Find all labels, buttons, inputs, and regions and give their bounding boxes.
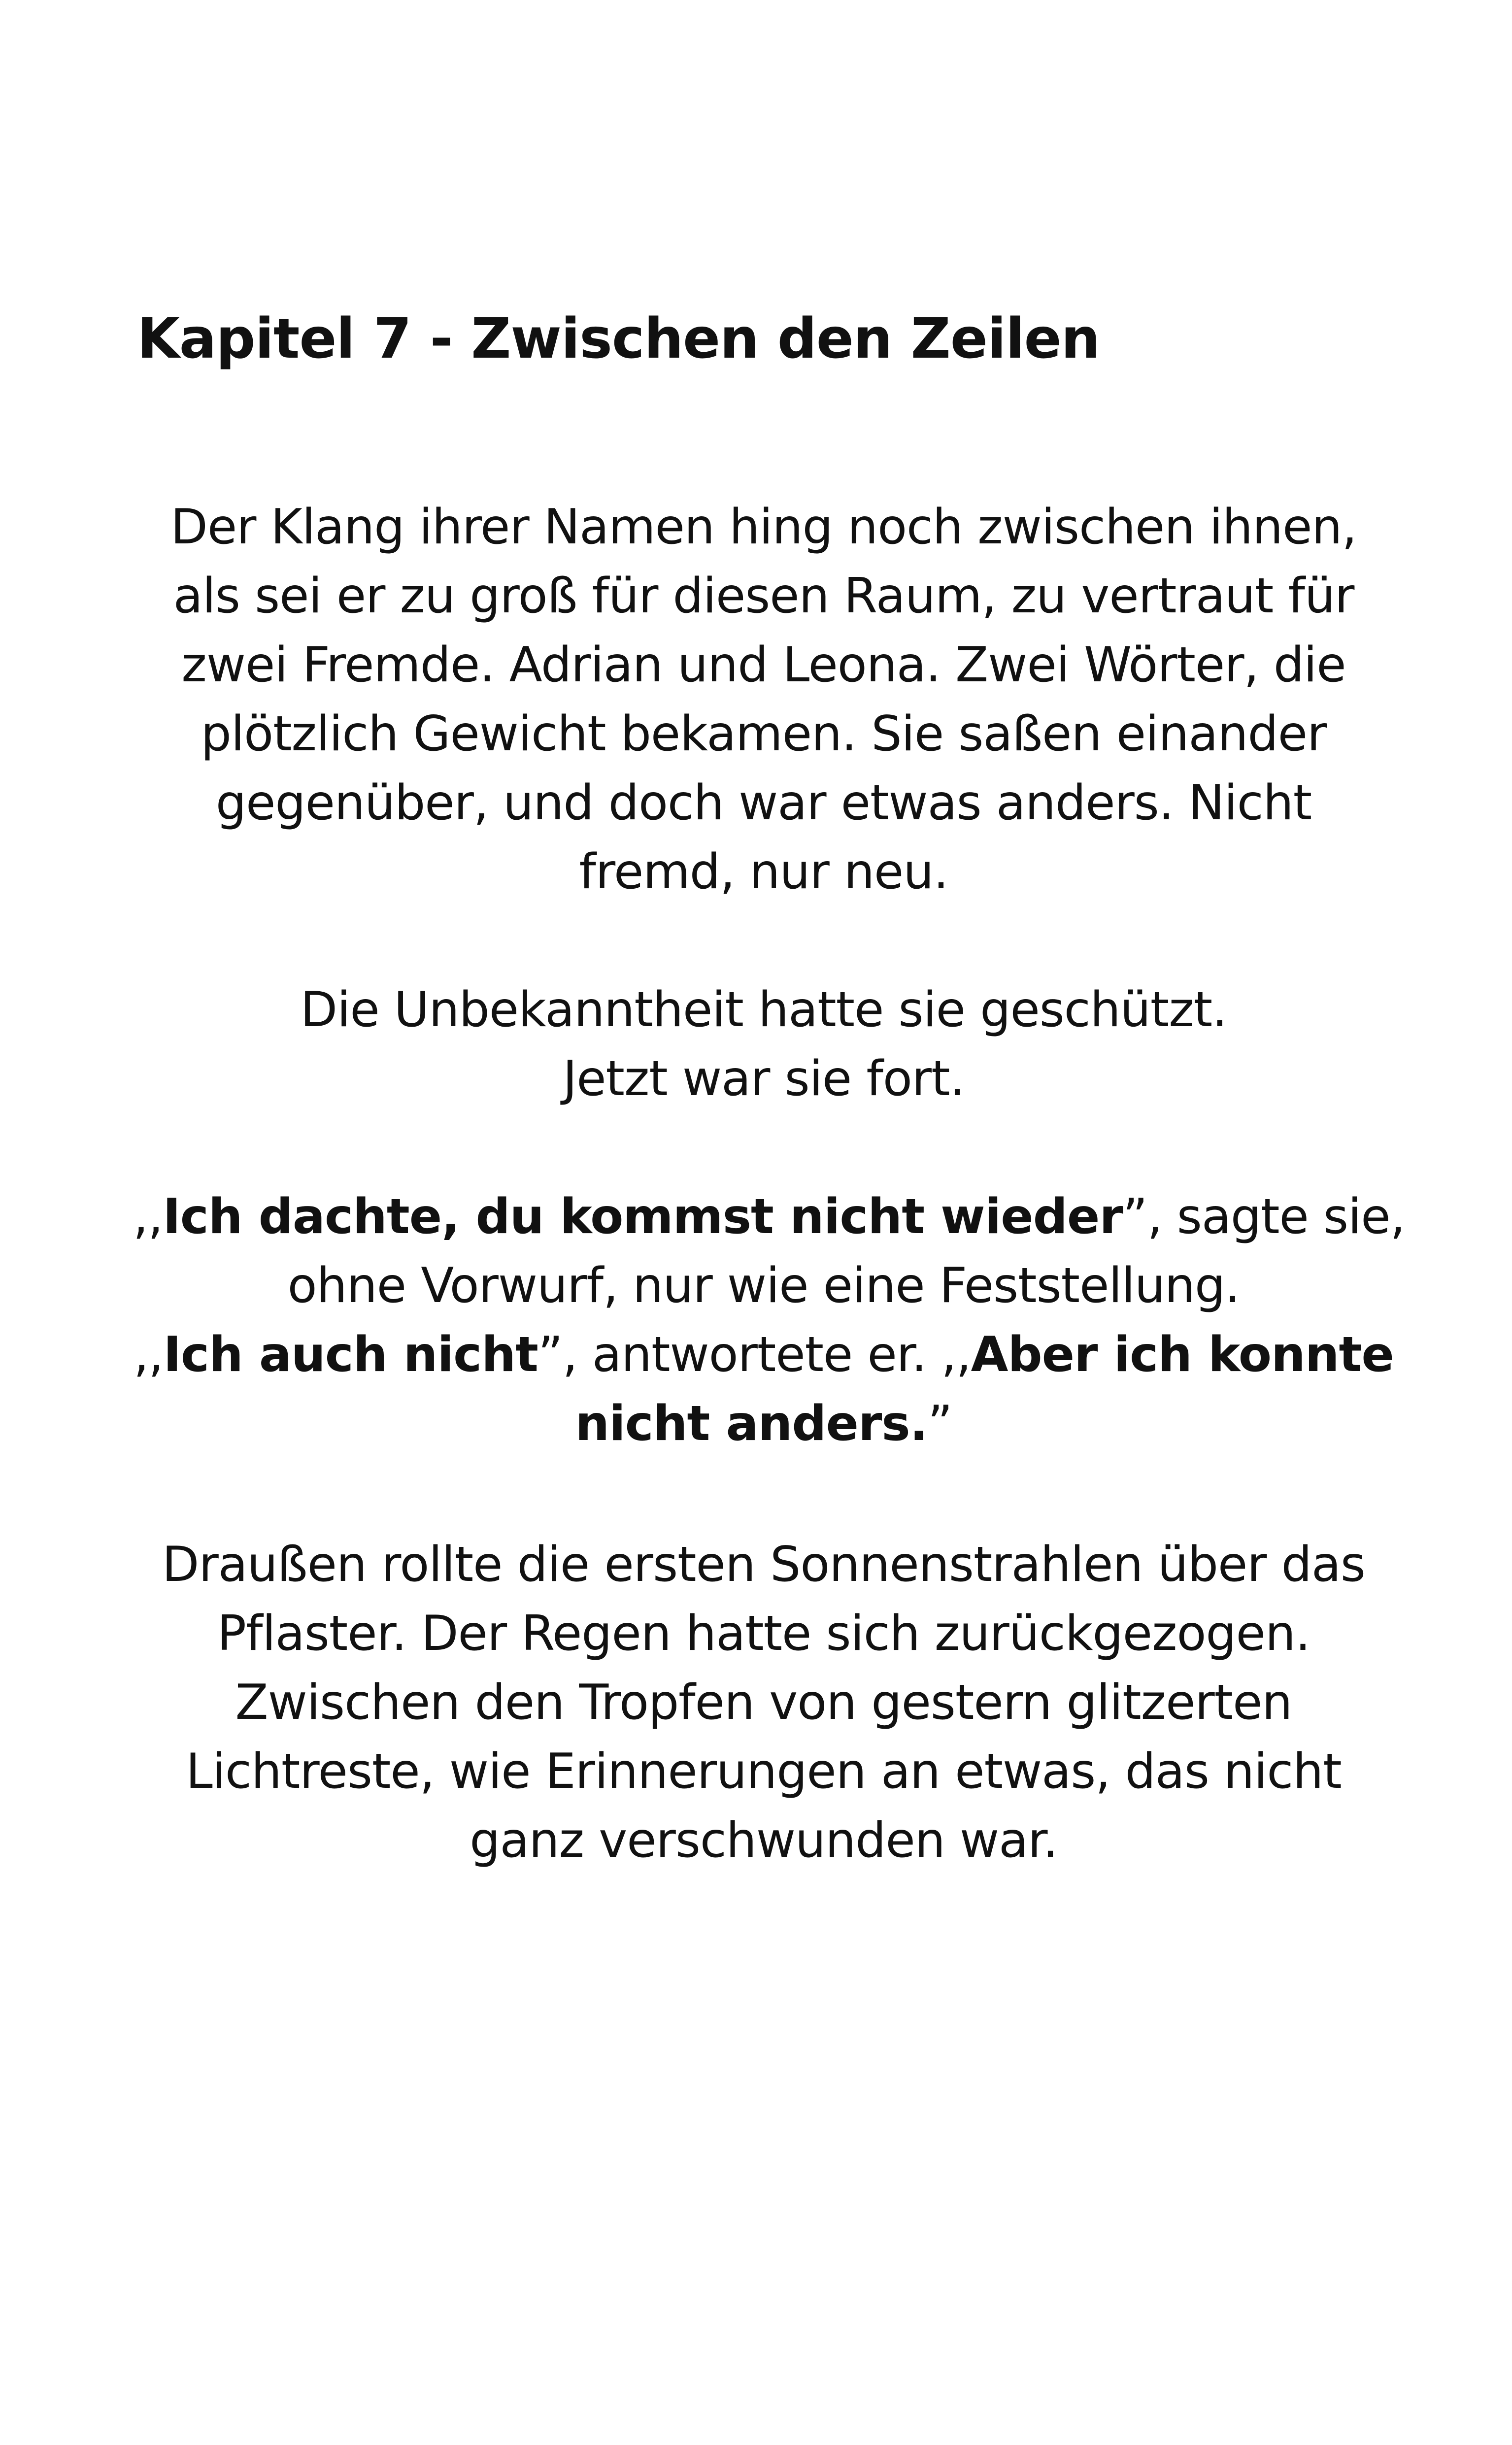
text-line: Der Klang ihrer Namen hing noch zwischen ihnen,	[170, 499, 1357, 555]
text-line: als sei er zu groß für diesen Raum, zu vertraut für	[173, 568, 1354, 624]
open-quote: ,,	[134, 1327, 164, 1383]
text-line: plötzlich Gewicht bekamen. Sie saßen einander	[201, 706, 1327, 762]
text-line: fremd, nur neu.	[579, 844, 948, 900]
text-line: Pflaster. Der Regen hatte sich zurückgezogen.	[217, 1606, 1310, 1662]
dialogue-her: Ich dachte, du kommst nicht wieder	[163, 1189, 1123, 1245]
dialogue-line-3	[133, 1320, 1394, 1389]
text-line: Die Unbekanntheit hatte sie geschützt.	[300, 982, 1227, 1038]
paragraph-1	[133, 493, 1394, 906]
dialogue-paragraph	[133, 1182, 1405, 1458]
dialogue-line-2: ohne Vorwurf, nur wie eine Feststellung.	[287, 1258, 1240, 1314]
dialogue-tag: ”, sagte sie,	[1122, 1189, 1405, 1245]
close-quote: ”	[927, 1396, 952, 1452]
text-line: Jetzt war sie fort.	[563, 1051, 965, 1107]
text-line: Lichtreste, wie Erinnerungen an etwas, das nicht	[186, 1743, 1342, 1800]
dialogue-line-4	[133, 1389, 1394, 1458]
open-quote: ,,	[133, 1189, 163, 1245]
paragraph-2	[133, 975, 1394, 1113]
dialogue-tag: ”, antwortete er. ,,	[538, 1327, 971, 1383]
text-line: Draußen rollte die ersten Sonnenstrahlen über das	[162, 1537, 1365, 1593]
dialogue-him: Ich auch nicht	[163, 1327, 538, 1383]
text-line: ganz verschwunden war.	[470, 1812, 1058, 1869]
text-line: Zwischen den Tropfen von gestern glitzerten	[235, 1675, 1292, 1731]
dialogue-line-1	[133, 1182, 1405, 1251]
dialogue-him-2-end: nicht anders.	[575, 1396, 928, 1452]
text-line: zwei Fremde. Adrian und Leona. Zwei Wörter, die	[181, 637, 1346, 693]
dialogue-him-2: Aber ich konnte	[971, 1327, 1394, 1383]
chapter-title: Kapitel 7 - Zwischen den Zeilen	[137, 307, 1100, 371]
text-line: gegenüber, und doch war etwas anders. Nicht	[215, 775, 1312, 831]
paragraph-4	[133, 1530, 1394, 1875]
